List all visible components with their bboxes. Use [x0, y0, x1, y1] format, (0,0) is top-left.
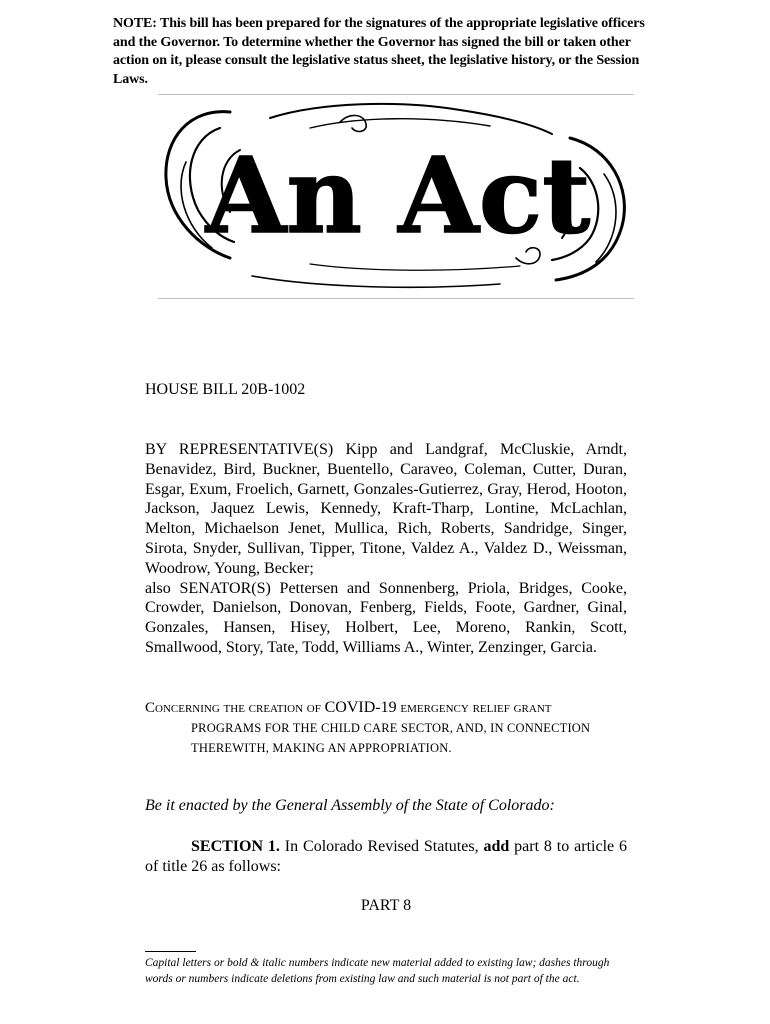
bill-title-line-3: THEREWITH, MAKING AN APPROPRIATION. [191, 741, 452, 755]
legislative-note: NOTE: This bill has been prepared for the signatures of the appropriate legislative officers and the Governor. To determine whether the Governor has signed the bill or taken other action on it, please consult the legislative status sheet, the legislative history, or the Session Laws. [113, 16, 645, 87]
bill-number: HOUSE BILL 20B-1002 [145, 381, 306, 398]
an-act-calligraphic-banner-icon [160, 98, 636, 296]
bill-title [145, 698, 627, 758]
banner-bottom-rule [158, 298, 634, 299]
banner-top-rule [158, 94, 634, 95]
bill-title-line-2: PROGRAMS FOR THE CHILD CARE SECTOR, AND, IN CONNECTION [191, 721, 591, 735]
an-act-banner [160, 98, 636, 296]
section-text-b: part 8 to article 6 of title 26 as follows: [145, 838, 628, 875]
sponsors-block [145, 440, 627, 658]
bill-title-text-a: Concerning the creation of [145, 700, 325, 716]
bill-title-line-1 [145, 698, 627, 718]
representatives-list: BY REPRESENTATIVE(S) Kipp and Landgraf, McCluskie, Arndt, Benavidez, Bird, Buckner, Buentello, Caraveo, Coleman, Cutter, Duran, Esgar, Exum, Froelich, Garnett, Gonzales-Gutierrez, Gray, Herod, Hooton, Jackson, Jaquez Lewis, Kennedy, Kraft-Tharp, Lontine, McLachlan, Melton, Michaelson Jenet, Mullica, Rich, Roberts, Sandridge, Singer, Sirota, Snyder, Sullivan, Tipper, Titone, Valdez A., Valdez D., Weissman, Woodrow, Young, Becker; [145, 441, 627, 577]
senators-list: also SENATOR(S) Pettersen and Sonnenberg, Priola, Bridges, Cooke, Crowder, Danielson, Donovan, Fenberg, Fields, Foote, Gardner, Ginal, Gonzales, Hansen, Hisey, Holbert, Lee, Moreno, Rankin, Scott, Smallwood, Story, Tate, Todd, Williams A., Winter, Zenzinger, Garcia. [145, 579, 627, 656]
section-1 [145, 837, 627, 877]
banner-text: An Act [205, 134, 591, 257]
bill-title-text-c: emergency relief grant [396, 700, 552, 716]
section-add-keyword: add [483, 838, 510, 855]
part-heading: PART 8 [360, 897, 412, 914]
footnote-rule [145, 951, 196, 952]
section-text-a: In Colorado Revised Statutes, [279, 838, 484, 855]
enacting-clause: Be it enacted by the General Assembly of the State of Colorado: [145, 797, 555, 814]
section-heading: SECTION 1. [191, 838, 280, 855]
bill-title-text-b: COVID-19 [324, 699, 397, 716]
footnote: Capital letters or bold & italic numbers indicate new material added to existing law; dashes through words or numbers indicate deletions from existing law and such material is not part of the act. [145, 957, 610, 985]
